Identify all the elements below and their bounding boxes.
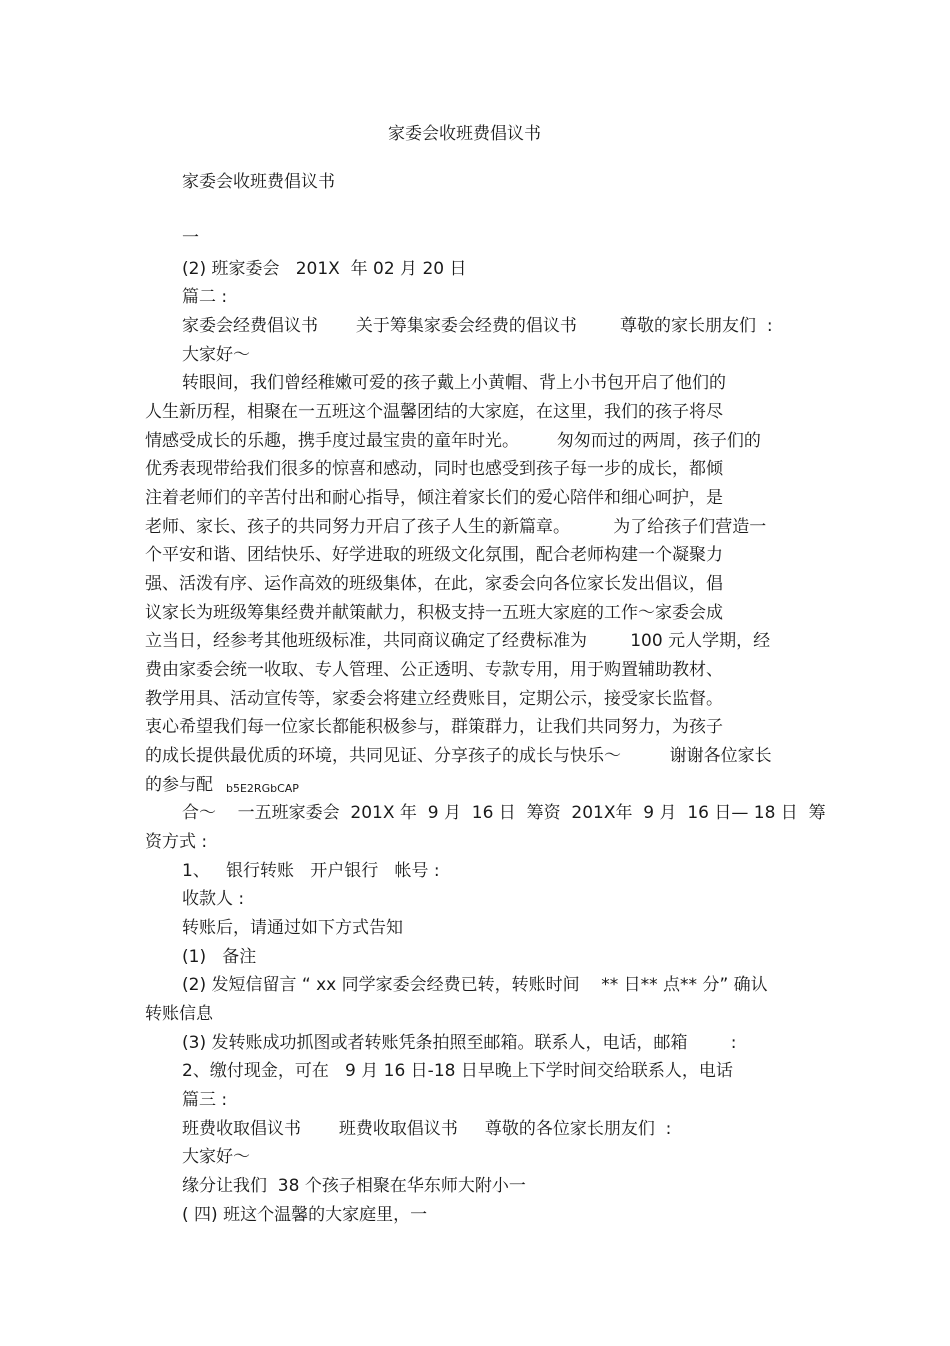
text-line: 个平安和谐、团结快乐、好学进取的班级文化氛围，配合老师构建一个凝聚力 bbox=[145, 545, 723, 565]
text-line: 家委会经费倡议书 关于筹集家委会经费的倡议书 尊敬的家长朋友们 : bbox=[182, 316, 773, 336]
text-line: 转账信息 bbox=[145, 1004, 213, 1024]
text-line: 大家好〜 bbox=[182, 345, 250, 365]
text-line: 资方式 : bbox=[145, 832, 208, 852]
text-line: 的成长提供最优质的环境，共同见证、分享孩子的成长与快乐〜 谢谢各位家长 bbox=[145, 746, 772, 766]
text-line: 篇二 : bbox=[182, 287, 228, 307]
text-line: 教学用具、活动宣传等，家委会将建立经费账目，定期公示，接受家长监督。 bbox=[145, 689, 723, 709]
text-line: (3) 发转账成功抓图或者转账凭条拍照至邮箱。联系人，电话，邮箱 : bbox=[182, 1033, 737, 1053]
text-line: (2) 班家委会 201X 年 02 月 20 日 bbox=[182, 259, 467, 279]
text-line: 老师、家长、孩子的共同努力开启了孩子人生的新篇章。 为了给孩子们营造一 bbox=[145, 517, 767, 537]
text-line: 2、缴付现金，可在 9 月 16 日-18 日早晚上下学时间交给联系人，电话 bbox=[182, 1061, 733, 1081]
text-line: 1、 银行转账 开户银行 帐号 : bbox=[182, 861, 440, 881]
text-line: 转眼间，我们曾经稚嫩可爱的孩子戴上小黄帽、背上小书包开启了他们的 bbox=[182, 373, 726, 393]
text-line: 衷心希望我们每一位家长都能积极参与，群策群力，让我们共同努力，为孩子 bbox=[145, 717, 723, 737]
text-line: 注着老师们的辛苦付出和耐心指导，倾注着家长们的爱心陪伴和细心呵护，是 bbox=[145, 488, 723, 508]
text-line: 收款人 : bbox=[182, 889, 245, 909]
document-subtitle: 家委会收班费倡议书 bbox=[182, 172, 335, 192]
text-line: 的参与配 bbox=[145, 775, 213, 795]
text-line: 班费收取倡议书 班费收取倡议书 尊敬的各位家长朋友们 : bbox=[182, 1119, 672, 1139]
text-line: 人生新历程，相聚在一五班这个温馨团结的大家庭，在这里，我们的孩子将尽 bbox=[145, 402, 723, 422]
text-line: 缘分让我们 38 个孩子相聚在华东师大附小一 bbox=[182, 1176, 526, 1196]
text-line: 转账后，请通过如下方式告知 bbox=[182, 918, 403, 938]
text-line: 合〜 一五班家委会 201X 年 9 月 16 日 筹资 201X年 9 月 16 日— 18 日 筹 bbox=[182, 803, 826, 823]
document-title: 家委会收班费倡议书 bbox=[388, 124, 541, 144]
text-line: 一 bbox=[182, 228, 199, 248]
text-line: 强、活泼有序、运作高效的班级集体，在此，家委会向各位家长发出倡议，倡 bbox=[145, 574, 723, 594]
reference-code: b5E2RGbCAP bbox=[226, 782, 299, 795]
text-line: 大家好〜 bbox=[182, 1147, 250, 1167]
text-line: (2) 发短信留言 “ xx 同学家委会经费已转，转账时间 ** 日** 点** 分” 确认 bbox=[182, 975, 768, 995]
text-line: 篇三 : bbox=[182, 1090, 228, 1110]
text-line: 立当日，经参考其他班级标准，共同商议确定了经费标准为 100 元人学期，经 bbox=[145, 631, 771, 651]
text-line: 议家长为班级筹集经费并献策献力，积极支持一五班大家庭的工作〜家委会成 bbox=[145, 603, 723, 623]
text-line: ( 四) 班这个温馨的大家庭里，一 bbox=[182, 1205, 428, 1225]
text-line: 费由家委会统一收取、专人管理、公正透明、专款专用，用于购置辅助教材、 bbox=[145, 660, 723, 680]
text-line: 优秀表现带给我们很多的惊喜和感动，同时也感受到孩子每一步的成长，都倾 bbox=[145, 459, 723, 479]
text-line: (1) 备注 bbox=[182, 947, 257, 967]
text-line: 情感受成长的乐趣，携手度过最宝贵的童年时光。 匆匆而过的两周，孩子们的 bbox=[145, 431, 761, 451]
